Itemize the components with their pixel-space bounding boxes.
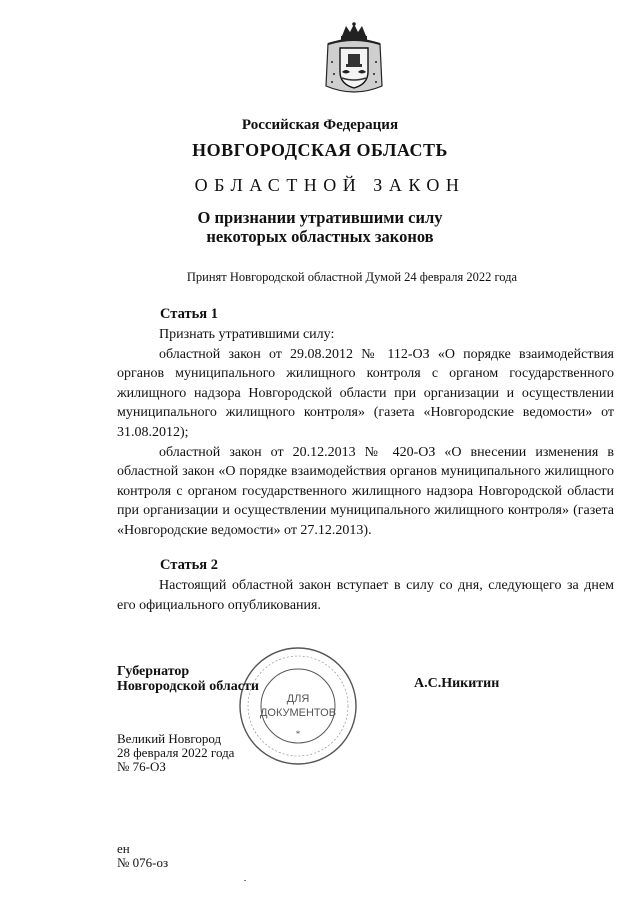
stamp-line-1: ДЛЯ bbox=[286, 693, 310, 705]
article-2-heading: Статья 2 bbox=[160, 557, 218, 573]
article-1-heading: Статья 1 bbox=[160, 306, 218, 322]
signatory-position-line-1: Губернатор bbox=[117, 664, 190, 679]
law-number: № 76-ОЗ bbox=[117, 759, 166, 774]
article-2-text: Настоящий областной закон вступает в силу со дня, следующего за днем его официального опубликования. bbox=[117, 578, 614, 613]
reference-block bbox=[117, 842, 168, 870]
article-2-body bbox=[117, 576, 614, 615]
stamp-line-2: ДОКУМЕНТОВ bbox=[259, 707, 337, 719]
scan-speck bbox=[244, 880, 246, 881]
signing-place: Великий Новгород bbox=[117, 731, 222, 746]
law-title-line-2: некоторых областных законов bbox=[206, 227, 434, 246]
signatory-position bbox=[117, 664, 259, 694]
federation-label: Российская Федерация bbox=[241, 117, 399, 133]
article-1-intro: Признать утратившими силу: bbox=[159, 327, 335, 342]
law-title bbox=[0, 208, 640, 246]
law-type-title: ОБЛАСТНОЙ ЗАКОН bbox=[194, 175, 466, 195]
law-title-line-1: О признании утратившими силу bbox=[197, 208, 443, 227]
signing-details bbox=[117, 732, 234, 774]
signatory-name: А.С.Никитин bbox=[414, 676, 500, 691]
article-1-body bbox=[117, 325, 614, 541]
svg-text:*: * bbox=[295, 729, 301, 739]
signing-date: 28 февраля 2022 года bbox=[117, 745, 235, 760]
article-1-item-1: областной закон от 29.08.2012 № 112-ОЗ «О порядке взаимодействия органов муниципального жилищного контроля с органом государственного жилищного надзора Новгородской области при организации и осуществлении муниципального жилищного контроля» (газета «Новгородские ведомости» от 31.08.2012); bbox=[117, 346, 614, 440]
signatory-position-line-2: Новгородской области bbox=[117, 679, 259, 694]
adoption-note: Принят Новгородской областной Думой 24 февраля 2022 года bbox=[186, 270, 518, 284]
coat-of-arms-emblem bbox=[322, 22, 386, 98]
reference-number: № 076-оз bbox=[117, 855, 169, 870]
article-1-item-2: областной закон от 20.12.2013 № 420-ОЗ «О внесении изменения в областной закон «О порядке взаимодействия органов муниципального жилищного контроля с органом государственного жилищного надзора Новгородской области при организации и осуществлении муниципального жилищного контроля» (газета «Новгородские ведомости» от 27.12.2013). bbox=[117, 444, 614, 538]
region-title: НОВГОРОДСКАЯ ОБЛАСТЬ bbox=[192, 140, 448, 160]
executor-initials: ен bbox=[117, 841, 130, 856]
